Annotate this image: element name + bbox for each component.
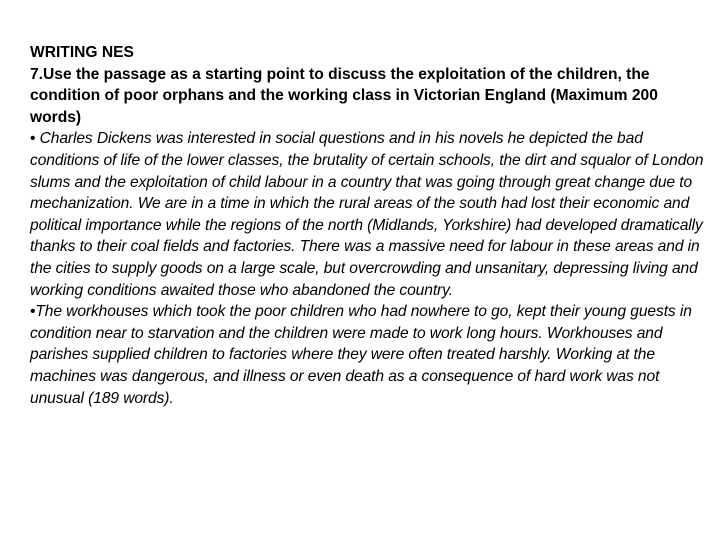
document-title: WRITING NES [30,44,134,61]
writing-prompt: 7.Use the passage as a starting point to discuss the exploitation of the children, the condition of poor orphans and the working class in Victorian England (Maximum 200 words) [30,65,658,126]
paragraph-text: The workhouses which took the poor children who had nowhere to go, kept their young guests in condition near to starvation and the children were made to work long hours. Workhouses and parishes supplied children to factories where they were often treated harshly. Working at the machines was dangerous, and illness or even death as a consequence of hard work was not unusual (189 words). [30,303,692,407]
paragraph-text: Charles Dickens was interested in social questions and in his novels he depicted the bad conditions of life of the lower classes, the brutality of certain schools, the dirt and squalor of London slums and the exploitation of child labour in a country that was going through great change due to mechanization. We are in a time in which the rural areas of the south had lost their economic and political importance while the regions of the north (Midlands, Yorkshire) had developed dramatically thanks to their coal fields and factories. There was a massive need for labour in these areas and in the cities to supply goods on a large scale, but overcrowding and unsanitary, depressing living and working conditions awaited those who abandoned the country. [30,130,704,299]
paragraph-workhouses [30,301,706,409]
bullet-icon: • [30,130,36,148]
text-content [30,42,706,409]
paragraph-dickens [30,128,706,301]
bullet-icon: • [30,303,36,321]
